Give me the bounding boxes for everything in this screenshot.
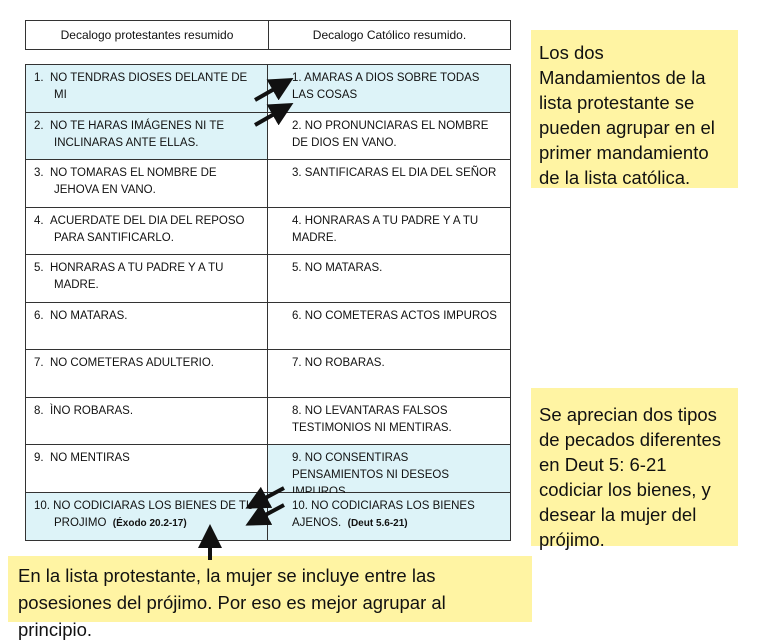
cell-catholic (268, 303, 510, 350)
commandment-text: 10. NO CODICIARAS LOS BIENES DE TU PROJIMO (34, 499, 255, 529)
table-row (26, 255, 510, 303)
commandment-text: 2. NO TE HARAS IMÁGENES NI TE INCLINARAS ANTE ELLAS. (34, 119, 225, 149)
cell-protestant (26, 303, 268, 350)
cell-catholic (268, 113, 510, 160)
commandment-text: 2. NO PRONUNCIARAS EL NOMBRE DE DIOS EN VANO. (292, 119, 489, 149)
cell-catholic (268, 160, 510, 207)
commandment-text: 4. ACUERDATE DEL DIA DEL REPOSO PARA SANTIFICARLO. (34, 214, 245, 244)
table-row (26, 445, 510, 493)
cell-protestant (26, 445, 268, 492)
commandment-text: 7. NO COMETERAS ADULTERIO. (34, 357, 214, 369)
commandment-text: 8. ÌNO ROBARAS. (34, 404, 134, 417)
commandment-text: 7. NO ROBARAS. (292, 357, 385, 369)
cell-catholic (268, 398, 510, 445)
commandment-text: 1. AMARAS A DIOS SOBRE TODAS LAS COSAS (292, 72, 480, 101)
commandment-text: 8. NO LEVANTARAS FALSOS TESTIMONIOS NI MENTIRAS. (292, 404, 452, 434)
cell-protestant (26, 398, 268, 445)
header-catholic: Decalogo Católico resumido. (312, 28, 467, 42)
table-row (26, 398, 510, 446)
note-top-right: Los dos Mandamientos de la lista protestante se pueden agrupar en el primer mandamiento de la lista católica. (531, 30, 738, 188)
scripture-reference: (Éxodo 20.2-17) (112, 517, 187, 529)
cell-catholic (268, 208, 510, 255)
commandment-text: 3. NO TOMARAS EL NOMBRE DE JEHOVA EN VANO. (34, 167, 217, 196)
scripture-reference: (Deut 5.6-21) (347, 517, 408, 529)
table-row (26, 350, 510, 398)
cell-protestant (26, 113, 268, 160)
commandment-text: 5. HONRARAS A TU PADRE Y A TU MADRE. (34, 262, 224, 291)
table-row (26, 65, 510, 113)
commandment-text: 3. SANTIFICARAS EL DIA DEL SEÑOR (292, 167, 497, 179)
table-header (25, 20, 511, 50)
cell-catholic (268, 255, 510, 302)
table-row (26, 208, 510, 256)
table-row (26, 160, 510, 208)
cell-catholic (268, 445, 510, 492)
commandment-text: 6. NO MATARAS. (34, 309, 128, 322)
commandment-text: 9. NO MENTIRAS (34, 452, 130, 464)
table-row (26, 303, 510, 351)
commandment-text: 6. NO COMETERAS ACTOS IMPUROS (292, 309, 497, 322)
commandment-text: 1. NO TENDRAS DIOSES DELANTE DE MI (34, 72, 248, 101)
cell-protestant (26, 255, 268, 302)
cell-protestant (26, 493, 268, 541)
cell-protestant (26, 350, 268, 397)
cell-catholic (268, 350, 510, 397)
table-row (26, 493, 510, 541)
cell-protestant (26, 208, 268, 255)
commandment-text: 4. HONRARAS A TU PADRE Y A TU MADRE. (292, 214, 479, 244)
table-row (26, 113, 510, 161)
cell-catholic (268, 65, 510, 112)
header-protestant: Decalogo protestantes resumido (26, 21, 269, 49)
cell-catholic (268, 493, 510, 541)
cell-protestant (26, 160, 268, 207)
cell-protestant (26, 65, 268, 112)
commandment-text: 10. NO CODICIARAS LOS BIENES AJENOS. (292, 499, 475, 529)
decalogue-table (25, 64, 511, 541)
note-bottom-right: Se aprecian dos tipos de pecados diferentes en Deut 5: 6-21 codiciar los bienes, y desear la mujer del prójimo. (531, 388, 738, 546)
note-bottom: En la lista protestante, la mujer se incluye entre las posesiones del prójimo. Por eso es mejor agrupar al principio. (8, 556, 532, 622)
commandment-text: 9. NO CONSENTIRAS PENSAMIENTOS NI DESEOS (292, 452, 449, 481)
commandment-text: 5. NO MATARAS. (292, 262, 383, 274)
